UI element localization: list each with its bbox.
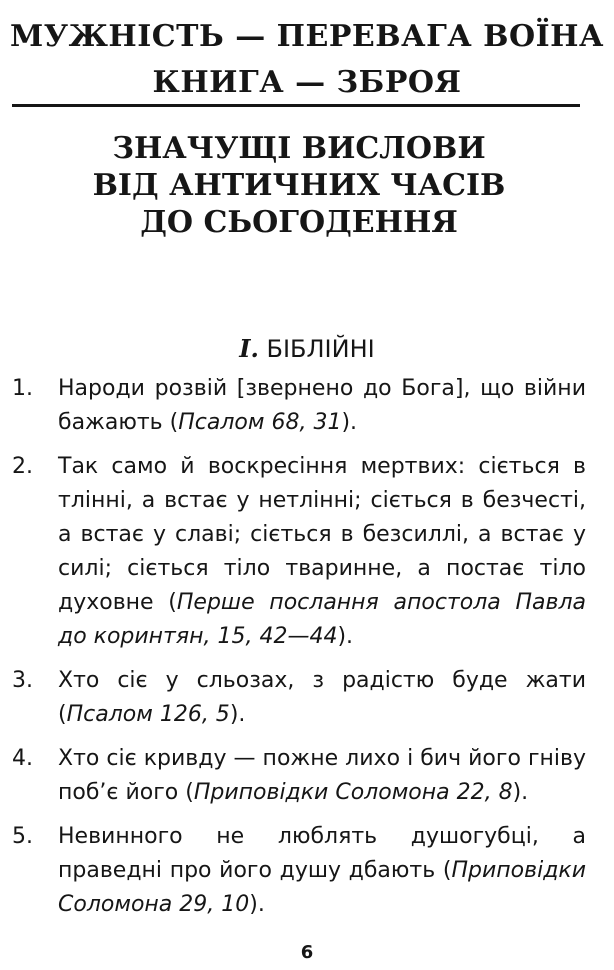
series-title [0, 14, 614, 106]
quote-text: Народи розвій [звернено до Бога], що війни бажають ( [58, 376, 586, 435]
quote-text: Невинного не люблять душогубці, а праведні про його душу дбають ( [58, 824, 586, 883]
header-divider [12, 104, 580, 107]
quote-source: Псалом 68, 31 [178, 410, 342, 435]
quote-number: 4. [12, 746, 33, 771]
series-title-line-2: КНИГА — ЗБРОЯ [152, 65, 462, 100]
section-heading [0, 334, 614, 364]
quote-item [0, 372, 614, 440]
quote-end: ). [337, 624, 354, 649]
book-title-line-1: ЗНАЧУЩІ ВИСЛОВИ [112, 131, 486, 166]
quote-end: ). [512, 780, 529, 805]
section-label: БІБЛІЙНІ [266, 335, 375, 363]
quote-number: 2. [12, 454, 33, 479]
section-number: І. [239, 334, 259, 363]
book-title-line-3: ДО СЬОГОДЕННЯ [140, 205, 458, 240]
quote-item [0, 742, 614, 810]
page-number: 6 [300, 942, 314, 963]
quote-item [0, 450, 614, 654]
quote-end: ). [341, 410, 358, 435]
quote-number: 3. [12, 668, 33, 693]
book-title-line-2: ВІД АНТИЧНИХ ЧАСІВ [92, 168, 506, 203]
quote-source: Приповідки Соломона 22, 8 [193, 780, 513, 805]
quote-text: Хто сіє у сльозах, з радістю буде жати ( [58, 668, 586, 727]
quote-source: Перше послання апостола Павла до коринтян, 15, 42—44 [58, 590, 586, 649]
quote-text: Хто сіє кривду — пожне лихо і бич його гніву поб’є його ( [58, 746, 586, 805]
quote-number: 5. [12, 824, 33, 849]
quote-source: Псалом 126, 5 [66, 702, 230, 727]
quote-item [0, 664, 614, 732]
series-title-line-1: МУЖНІСТЬ — ПЕРЕВАГА ВОЇНА [10, 19, 604, 54]
quote-list [0, 372, 614, 932]
quote-number: 1. [12, 376, 33, 401]
quote-source: Приповідки Соломона 29, 10 [58, 858, 586, 917]
quote-end: ). [229, 702, 246, 727]
book-title [0, 130, 598, 241]
quote-item [0, 820, 614, 922]
quote-end: ). [249, 892, 265, 917]
quote-text: Так само й воскресіння мертвих: сіється в тлінні, а встає у нетлінні; сіється в безчесті, а встає у славі; сіється в безсиллі, а встає у силі; сіється тіло тваринне, а постає тіло духовне ( [58, 454, 586, 615]
